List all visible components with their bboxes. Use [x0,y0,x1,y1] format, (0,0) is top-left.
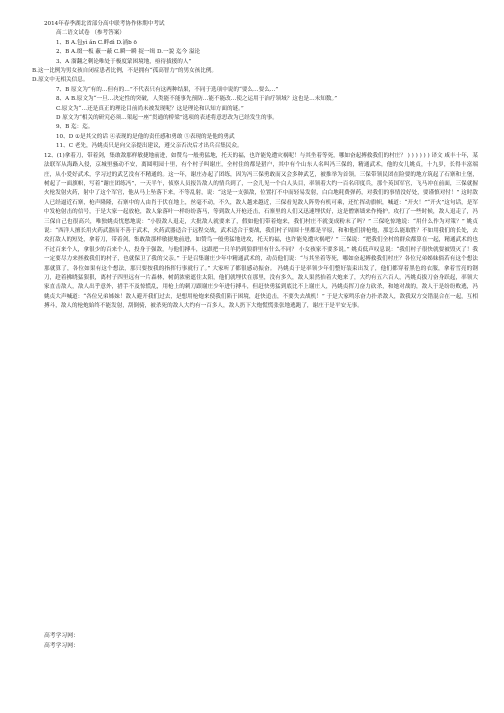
answer-item: 7、B 原文为“有的…但有的…”不代表只有这两种结果，不同于选项中说的“要么…要么…” [56,86,279,93]
answer-item: 8、A B.原文为“一旦…决定性的突破，人类能不能事先预防…能不能改…使之运用于治疗领域？这也是…未知数。” [56,96,338,103]
answer-list [32,39,478,152]
answer-item: 11、C 老先，冯姚贞只是向父亲提出建议，遵父亲否决后才出兵召集民众。 [56,143,243,150]
answer-item: D 原文为“相关的研究必须…架起一座“贯通的桥梁”选项的表述将意思改为已经发生的事。 [56,115,278,122]
answer-item: 10、D ①是其父的话 ④表现的是他的责任感和勇敢 ⑤表现的是他的勇武 [56,133,235,140]
answer-item: C.原文为“…还是真正的理论目前尚未被发现呢？这是理论和认知方面的谜。” [56,105,244,112]
answer-item: 9、B 迄：迄。 [56,124,94,131]
footer-line: 高考学习网： [44,643,79,649]
answer-document [32,20,478,312]
answer-item: 3、A 溜翻之剩论唯处于极度蒙困境地，亟待拔援的人” [56,58,192,65]
answer-item: 1、B A.包yì ǎn C.畔dì D.涌b ō [56,39,137,46]
document-title: 2014年春季湖北省部分高中联考协作体期中考试 [44,21,165,27]
footer-line: 高考学习网： [44,633,79,639]
translation-passage: 12、(1)拿着刀，带着剑，集敢敌那样敏捷地前进，如赞鸟一般勇猛地，托天的福，也许能免遭灾祸呢！与其坐着等死，哪如奋起搏救我们的村庄？ ) ) ) ) ) ) 译文 咸丰十年，某法联军从海路入侵，京城里骚动不安，离圆明园十里，有个村子叫谢庄，全村住的都是猎户，其中有个山东人名叫冯三保的，精通武术，他的女儿姚贞，十九岁，长得丰富端庄，从小爱好武术，学习过的武艺没有不精通的。这一年，谢庄办起了团练，因为冯三保勇敢而又会多种武艺，被推举为首领。三保带领民团在险要的地方筑起了石寨和土堡，树起了一面旗帜，写着“谢庄团练冯”，一天半午，侦察人员报告敌人的情兵到了，一会儿见一个白人头目，率领着大约一百名印度兵，那个英国军官，飞马冲在前面，三保就握火枪发射火药，射中了这个军官，他从马上坠落下来，不等乱射，说：“这是一支强敌，位置打不中而轻易发射，白白地耗费弹药，对我们的事情没好处，要谨慎对付！” 这时敌人已经逼近石寨，枪声隆隆，石寨中的人由肖于伏在地上，丝毫不动，不久，敌人越来越近，三保看见敌人阵势有机可乘，还忙挥动旗帜，喊道：“开火！”“开火”这句话，是军中发枪射击的信号，于是大家一起放枪，敌人象落叶一样纷纷落马，等到敌人开枪还击，石寨里的人们又迅速埋伏好，这是僧寨墙来作掩护。攻打了一些时候，敌人退走了，冯三保自己也很高兴，唯独姚贞忧愁地说：“小股敌人退走，大批敌人就要来了，假如他们带着炮来，我们村庄不就变成粉末了吗？” 三保吃惊地说：“用什么作为对策？” 姚贞说：“西洋人擅长用火药武器而不善于武术，火药武器适合于远程交战，武术适合于要战，我们村子周围十里都是平原，和和他们拼枪炮，那怎么能取胜？不如用我们的长处，去攻打敌人的短处，拿着刀，带着剑，集敢敌那样敏捷地前进，如赞鸟一般勇猛地迸攻，托天的福，也许能免遭灾祸吧？” 三保说：“把我们全村的群众都算在一起，精通武术的也不过百来个人，拿很少的百来个人，投身于强敌，与他们搏斗，这跟把一只羊扔到狼群里有什么不同？ 小女孩家不要多说。” 姚贞低声叹息说：“我们村子很快就要被毁灭了！我一定要尽力来拯救我们的村子，也就保卫了我的父亲。” 于是召集谢庄少年中精通武术的，动员他们说：“与其坐着等死，哪如奋起搏救我们村庄？各位兄弟姊妹倘若有这个想法那就算了，各位如果有这个想法，那只要按我的指挥行事就行了。” 大家听了都很感动振奋。 冯姚贞于是率领少年们整好装束出发了，他们都穿着黑色的衣服，拿着雪亮的钢刀，趁着拂晓猛狠狠，离村子四里远有一片森林，树荫浓密遮住太阳，他们就埋伏在那里，没有多久，敌人果然抬着大炮来了，大约有五六百人，冯姚贞拔刀奋身跃起，率领大家直击敌人，敌人出乎意外，措手不及惊慌乱，用枪上的刺刀跟谢庄少年进行搏斗，但赶快勇猛到底比不上谢庄人，冯姚贞挥刀奋力砍杀，和她对战的，敌人于是纷纷败逃，冯姚贞大声喊道：“各位兄弟姊妹！敌人避开我们过去，是想用枪炮来使我们陷于困境，赶快追击，不要失去战机！” 于是大家鸣乐奋力扑杀敌人，敌我双方交错混合在一起，互相搏斗，敌人的枪炮始终不能发射，刮倒骑，被杀死的敌人大约有一百多人，敌人扔下大炮慌慌张张地逃跑了，谢庄于是平安无事。 [44,152,478,310]
document-subtitle: 高二语文试卷 （参考答案） [56,30,125,37]
answer-item: 2、B A.缀一板 蔽一蔽 C.瞬一瞬 捉一缉 D.一貌 迄今 溢论 [56,49,201,56]
answer-item: D.原文中无相关信息。 [32,77,89,84]
answer-item: B.这一比例为男女孩自闭症患者比例，不是拥有“孤高智力”的男女孩比例。 [32,68,218,75]
